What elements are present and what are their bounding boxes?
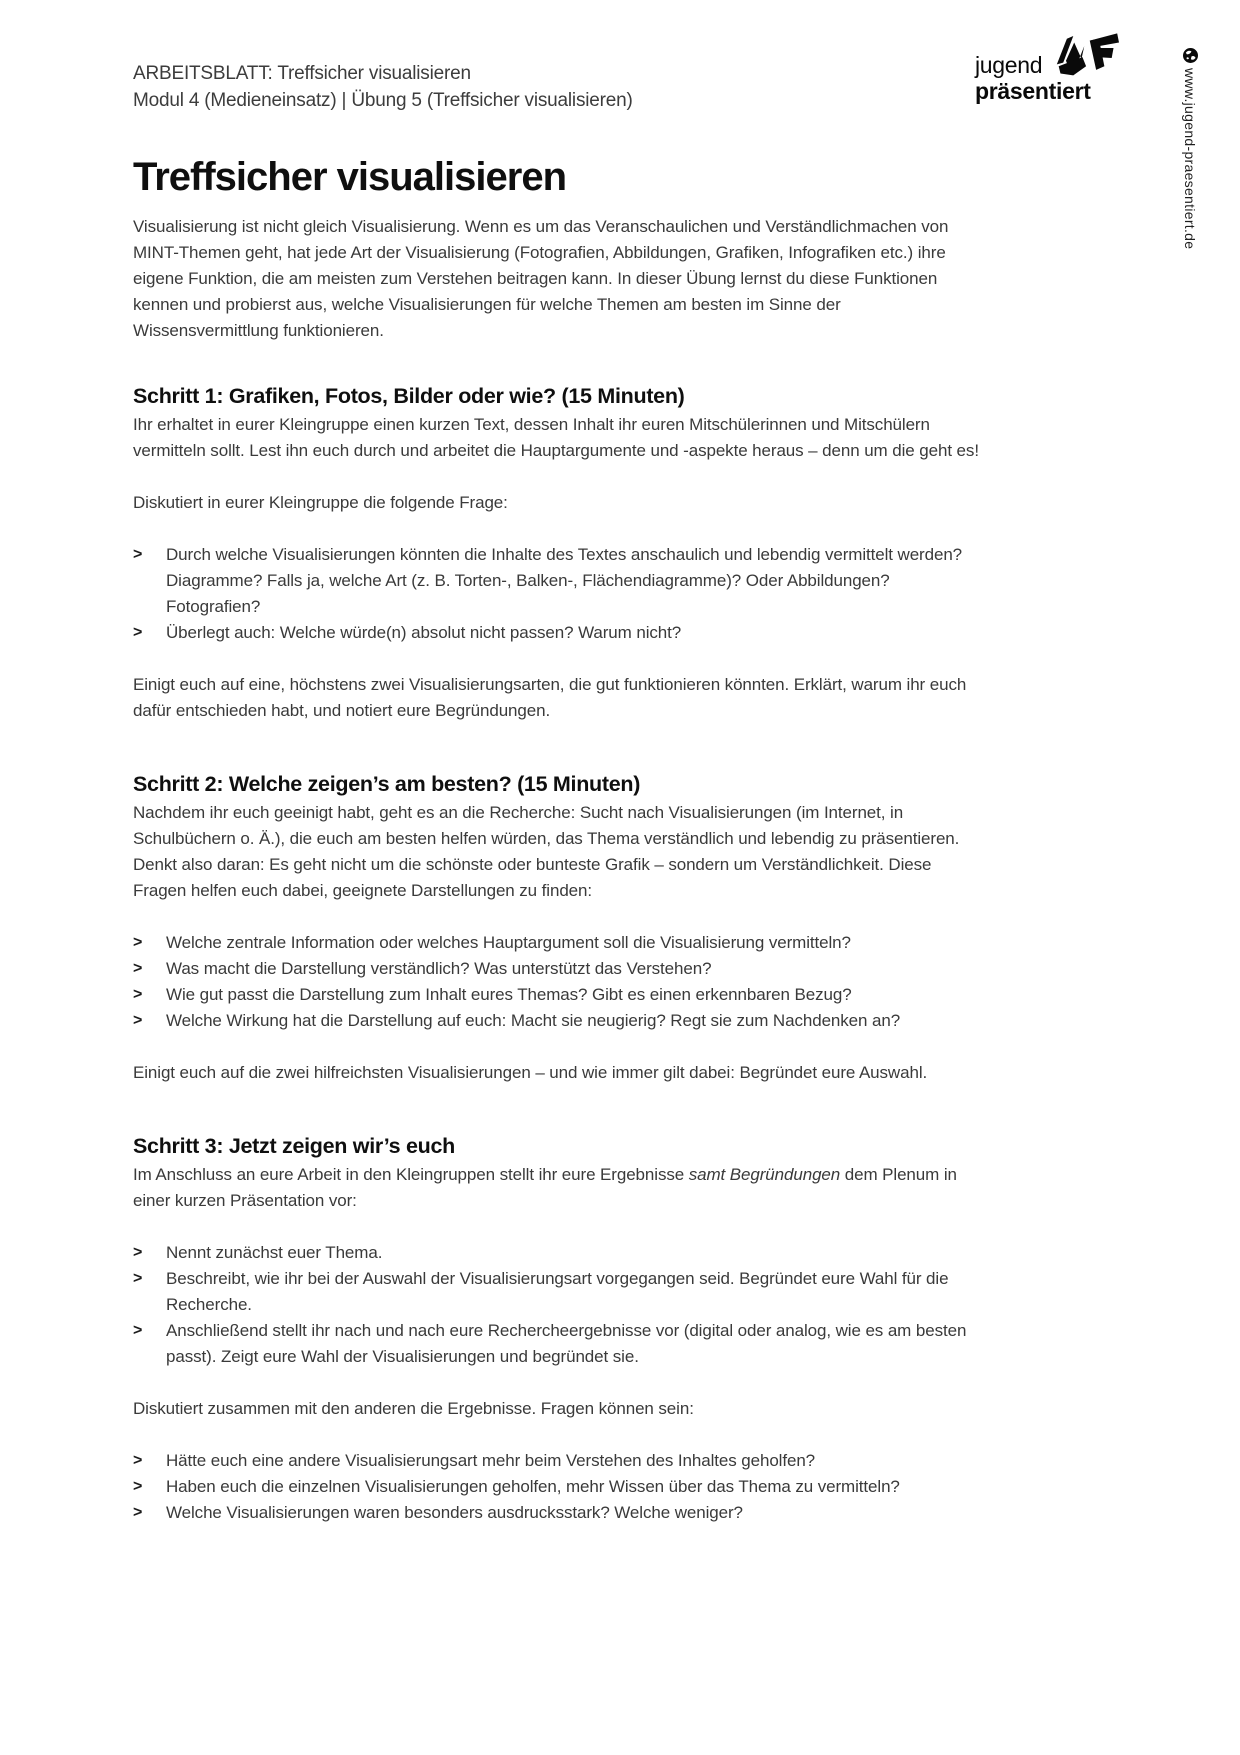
chevron-bullet-icon: > xyxy=(133,934,143,951)
chevron-bullet-icon: > xyxy=(133,624,143,641)
chevron-bullet-icon: > xyxy=(133,1244,143,1261)
bullet-text: Welche zentrale Information oder welches Hauptargument soll die Visualisierung vermitteln? xyxy=(166,933,851,952)
bullet-text: Wie gut passt die Darstellung zum Inhalt eures Themas? Gibt es einen erkennbaren Bezug? xyxy=(166,985,852,1004)
bullet-text: Anschließend stellt ihr nach und nach eure Rechercheergebnisse vor (digital oder analog, wie es am besten passt). Zeigt eure Wahl der Visualisierungen und begründet sie. xyxy=(166,1321,967,1366)
list-item xyxy=(133,930,981,956)
document-header xyxy=(133,60,981,114)
chevron-bullet-icon: > xyxy=(133,986,143,1003)
chevron-bullet-icon: > xyxy=(133,1322,143,1339)
bullet-text: Nennt zunächst euer Thema. xyxy=(166,1243,383,1262)
bullet-text: Durch welche Visualisierungen könnten die Inhalte des Textes anschaulich und lebendig vermittelt werden? Diagramme? Falls ja, welche Art (z. B. Torten-, Balken-, Flächendiagramme)? Oder Abbildungen? Fotografien? xyxy=(166,545,963,616)
chevron-bullet-icon: > xyxy=(133,1270,143,1287)
header-line-worksheet: ARBEITSBLATT: Treffsicher visualisieren xyxy=(133,63,471,84)
section-2-bullet-list xyxy=(133,930,981,1034)
brush-mark-icon xyxy=(1055,32,1119,84)
paragraph-segment: dem Plenum in einer kurzen Präsentation vor: xyxy=(133,1165,957,1210)
paragraph-segment: Im Anschluss an eure Arbeit in den Kleingruppen stellt ihr eure Ergebnisse xyxy=(133,1165,689,1184)
globe-icon xyxy=(1183,48,1198,63)
section-2-paragraph-1: Nachdem ihr euch geeinigt habt, geht es an die Recherche: Sucht nach Visualisierungen (im Internet, in Schulbüchern o. Ä.), die euch am besten helfen würden, das Thema verständlich und lebendig zu präsentieren. Denkt also daran: Es geht nicht um die schönste oder bunteste Grafik – sondern um Verständlichkeit. Diese Fragen helfen euch dabei, geeignete Darstellungen zu finden: xyxy=(133,803,960,900)
page-title: Treffsicher visualisieren xyxy=(133,155,567,199)
bullet-text: Was macht die Darstellung verständlich? Was unterstützt das Verstehen? xyxy=(166,959,712,978)
intro-paragraph: Visualisierung ist nicht gleich Visualisierung. Wenn es um das Veranschaulichen und Verständlichmachen von MINT-Themen geht, hat jede Art der Visualisierung (Fotografien, Abbildungen, Grafiken, Infografiken etc.) ihre eigene Funktion, die am meisten zum Verstehen beitragen kann. In dieser Übung lernst du diese Funktionen kennen und probierst aus, welche Visualisierungen für welche Themen am besten im Sinne der Wissensvermittlung funktionieren. xyxy=(133,217,949,340)
chevron-bullet-icon: > xyxy=(133,1504,143,1521)
list-item xyxy=(133,956,981,982)
logo-word-jugend: jugend xyxy=(975,52,1043,78)
bullet-text: Welche Wirkung hat die Darstellung auf euch: Macht sie neugierig? Regt sie zum Nachdenken an? xyxy=(166,1011,901,1030)
section-3-heading: Schritt 3: Jetzt zeigen wir’s euch xyxy=(133,1134,455,1158)
list-item xyxy=(133,1474,981,1500)
bullet-text: Hätte euch eine andere Visualisierungsart mehr beim Verstehen des Inhaltes geholfen? xyxy=(166,1451,816,1470)
section-1-paragraph-3: Einigt euch auf eine, höchstens zwei Visualisierungsarten, die gut funktionieren könnten. Erklärt, warum ihr euch dafür entschieden habt, und notiert eure Begründungen. xyxy=(133,675,967,720)
section-1-heading: Schritt 1: Grafiken, Fotos, Bilder oder wie? (15 Minuten) xyxy=(133,384,685,408)
bullet-text: Haben euch die einzelnen Visualisierungen geholfen, mehr Wissen über das Thema zu vermitteln? xyxy=(166,1477,900,1496)
list-item xyxy=(133,982,981,1008)
side-url-text: www.jugend-praesentiert.de xyxy=(1182,68,1198,250)
jugend-praesentiert-logo xyxy=(975,52,1135,104)
chevron-bullet-icon: > xyxy=(133,960,143,977)
section-3-bullet-list xyxy=(133,1240,981,1370)
paragraph-segment-italic: samt Begründungen xyxy=(688,1165,841,1184)
section-3-paragraph-2: Diskutiert zusammen mit den anderen die Ergebnisse. Fragen können sein: xyxy=(133,1399,694,1418)
list-item xyxy=(133,1266,981,1318)
list-item xyxy=(133,1240,981,1266)
bullet-text: Überlegt auch: Welche würde(n) absolut nicht passen? Warum nicht? xyxy=(166,623,682,642)
list-item xyxy=(133,1448,981,1474)
section-1-bullet-list xyxy=(133,542,981,646)
list-item xyxy=(133,620,981,646)
section-1-paragraph-1: Ihr erhaltet in eurer Kleingruppe einen kurzen Text, dessen Inhalt ihr euren Mitschülerinnen und Mitschülern vermitteln sollt. Lest ihn euch durch und arbeitet die Hauptargumente und -aspekte heraus – denn um die geht es! xyxy=(133,415,979,460)
side-copyright-note xyxy=(1182,48,1198,249)
list-item xyxy=(133,542,981,620)
section-2-heading: Schritt 2: Welche zeigen’s am besten? (15 Minuten) xyxy=(133,772,641,796)
list-item xyxy=(133,1500,981,1526)
document-content xyxy=(133,60,981,1526)
chevron-bullet-icon: > xyxy=(133,1478,143,1495)
section-3-discussion-bullet-list xyxy=(133,1448,981,1526)
bullet-text: Welche Visualisierungen waren besonders ausdrucksstark? Welche weniger? xyxy=(166,1503,743,1522)
bullet-text: Beschreibt, wie ihr bei der Auswahl der Visualisierungsart vorgegangen seid. Begründet eure Wahl für die Recherche. xyxy=(166,1269,949,1314)
chevron-bullet-icon: > xyxy=(133,1012,143,1029)
chevron-bullet-icon: > xyxy=(133,546,143,563)
section-2-paragraph-3: Einigt euch auf die zwei hilfreichsten Visualisierungen – und wie immer gilt dabei: Begründet eure Auswahl. xyxy=(133,1063,928,1082)
header-line-module: Modul 4 (Medieneinsatz) | Übung 5 (Treffsicher visualisieren) xyxy=(133,90,633,111)
list-item xyxy=(133,1008,981,1034)
list-item xyxy=(133,1318,981,1370)
chevron-bullet-icon: > xyxy=(133,1452,143,1469)
section-3-paragraph-1 xyxy=(133,1162,981,1214)
section-1-paragraph-2: Diskutiert in eurer Kleingruppe die folgende Frage: xyxy=(133,493,508,512)
logo-word-praesentiert: präsentiert xyxy=(975,78,1091,104)
